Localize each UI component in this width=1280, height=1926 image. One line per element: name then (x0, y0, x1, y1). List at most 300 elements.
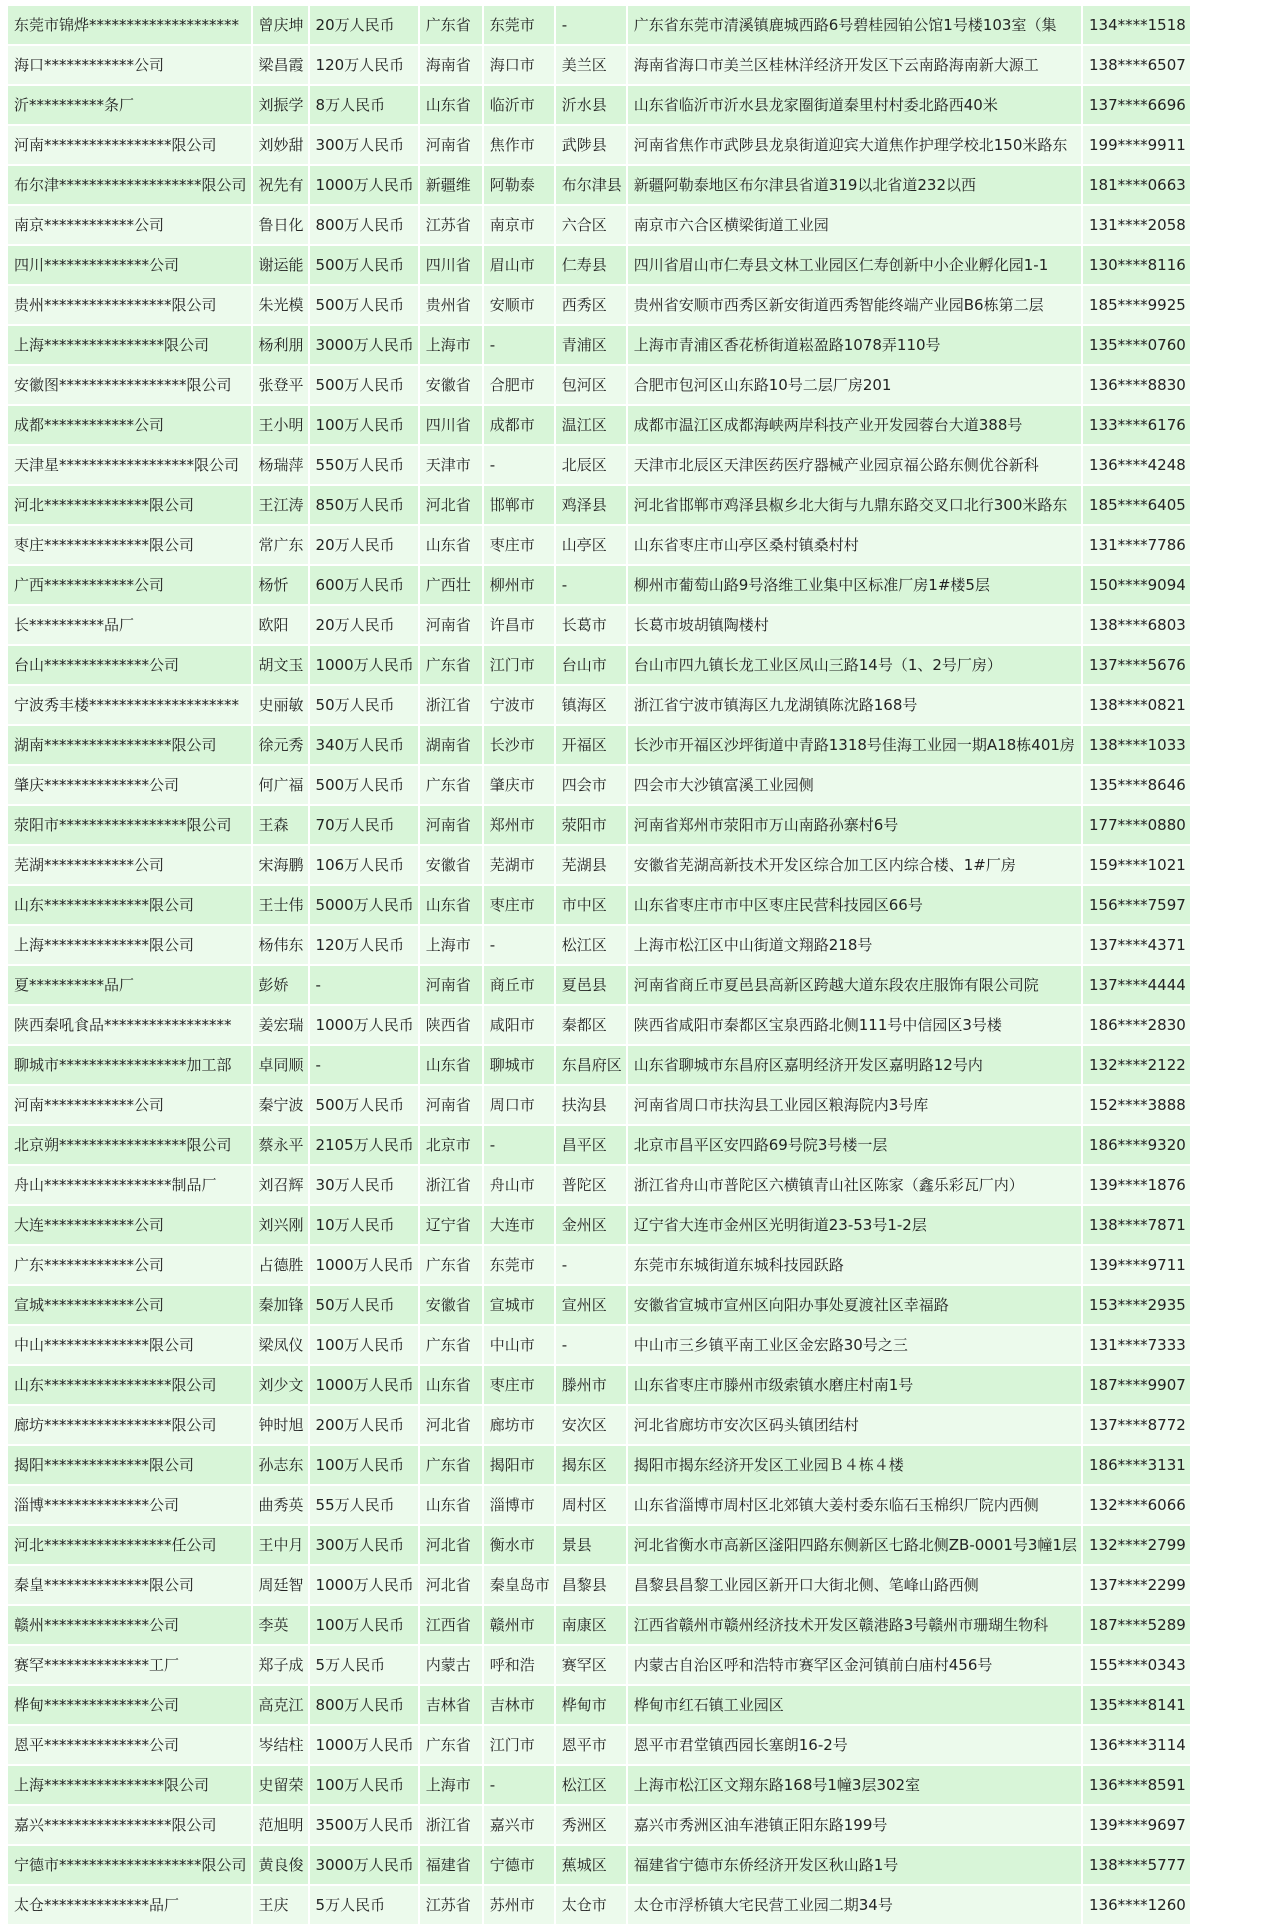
city-cell: 东莞市 (484, 6, 554, 44)
city-cell: 枣庄市 (484, 886, 554, 924)
city-cell: 周口市 (484, 1086, 554, 1124)
phone-cell: 181****0663 (1083, 166, 1190, 204)
legal-rep-cell: 钟时旭 (253, 1406, 308, 1444)
company-name-cell: 宣城************公司 (8, 1286, 251, 1324)
phone-cell: 150****9094 (1083, 566, 1190, 604)
table-row (8, 1566, 1190, 1604)
address-cell: 河北省廊坊市安次区码头镇团结村 (628, 1406, 1081, 1444)
company-name-cell: 沂**********条厂 (8, 86, 251, 124)
city-cell: 枣庄市 (484, 526, 554, 564)
company-name-cell: 河北*****************任公司 (8, 1526, 251, 1564)
table-row (8, 166, 1190, 204)
province-cell: 河南省 (420, 806, 482, 844)
table-row (8, 1126, 1190, 1164)
company-name-cell: 荥阳市*****************限公司 (8, 806, 251, 844)
district-cell: 秀洲区 (556, 1806, 626, 1844)
district-cell: 景县 (556, 1526, 626, 1564)
province-cell: 广东省 (420, 6, 482, 44)
company-name-cell: 河南*****************限公司 (8, 126, 251, 164)
legal-rep-cell: 杨瑞萍 (253, 446, 308, 484)
address-cell: 北京市昌平区安四路69号院3号楼一层 (628, 1126, 1081, 1164)
table-row (8, 86, 1190, 124)
table-row (8, 1726, 1190, 1764)
district-cell: 四会市 (556, 766, 626, 804)
table-row (8, 1846, 1190, 1884)
capital-cell: 20万人民币 (310, 526, 418, 564)
capital-cell: 100万人民币 (310, 1446, 418, 1484)
district-cell: 东昌府区 (556, 1046, 626, 1084)
city-cell: 临沂市 (484, 86, 554, 124)
address-cell: 贵州省安顺市西秀区新安街道西秀智能终端产业园B6栋第二层 (628, 286, 1081, 324)
company-name-cell: 大连************公司 (8, 1206, 251, 1244)
province-cell: 山东省 (420, 86, 482, 124)
company-name-cell: 秦皇**************限公司 (8, 1566, 251, 1604)
legal-rep-cell: 宋海鹏 (253, 846, 308, 884)
phone-cell: 135****8646 (1083, 766, 1190, 804)
district-cell: 六合区 (556, 206, 626, 244)
phone-cell: 136****4248 (1083, 446, 1190, 484)
address-cell: 河北省衡水市高新区滏阳四路东侧新区七路北侧ZB-0001号3幢1层 (628, 1526, 1081, 1564)
company-name-cell: 上海****************限公司 (8, 1766, 251, 1804)
phone-cell: 139****9711 (1083, 1246, 1190, 1284)
district-cell: 周村区 (556, 1486, 626, 1524)
capital-cell: 500万人民币 (310, 1086, 418, 1124)
address-cell: 山东省枣庄市市中区枣庄民营科技园区66号 (628, 886, 1081, 924)
capital-cell: 800万人民币 (310, 206, 418, 244)
table-row (8, 1646, 1190, 1684)
district-cell: 温江区 (556, 406, 626, 444)
company-name-cell: 枣庄**************限公司 (8, 526, 251, 564)
phone-cell: 185****9925 (1083, 286, 1190, 324)
province-cell: 广西壮 (420, 566, 482, 604)
company-name-cell: 桦甸**************公司 (8, 1686, 251, 1724)
district-cell: 沂水县 (556, 86, 626, 124)
legal-rep-cell: 刘召辉 (253, 1166, 308, 1204)
legal-rep-cell: 卓同顺 (253, 1046, 308, 1084)
address-cell: 揭阳市揭东经济开发区工业园Ｂ４栋４楼 (628, 1446, 1081, 1484)
company-name-cell: 山东**************限公司 (8, 886, 251, 924)
address-cell: 陕西省咸阳市秦都区宝泉西路北侧111号中信园区3号楼 (628, 1006, 1081, 1044)
district-cell: 市中区 (556, 886, 626, 924)
table-row (8, 1086, 1190, 1124)
city-cell: - (484, 446, 554, 484)
province-cell: 安徽省 (420, 366, 482, 404)
district-cell: 美兰区 (556, 46, 626, 84)
province-cell: 陕西省 (420, 1006, 482, 1044)
company-name-cell: 湖南*****************限公司 (8, 726, 251, 764)
district-cell: 滕州市 (556, 1366, 626, 1404)
capital-cell: 100万人民币 (310, 406, 418, 444)
city-cell: - (484, 326, 554, 364)
province-cell: 浙江省 (420, 1806, 482, 1844)
legal-rep-cell: 李英 (253, 1606, 308, 1644)
phone-cell: 137****6696 (1083, 86, 1190, 124)
phone-cell: 132****2799 (1083, 1526, 1190, 1564)
company-name-cell: 恩平**************公司 (8, 1726, 251, 1764)
phone-cell: 138****6507 (1083, 46, 1190, 84)
city-cell: 嘉兴市 (484, 1806, 554, 1844)
company-name-cell: 夏**********品厂 (8, 966, 251, 1004)
company-name-cell: 赣州**************公司 (8, 1606, 251, 1644)
phone-cell: 138****6803 (1083, 606, 1190, 644)
capital-cell: 1000万人民币 (310, 1006, 418, 1044)
table-row (8, 1526, 1190, 1564)
legal-rep-cell: 秦宁波 (253, 1086, 308, 1124)
district-cell: 秦都区 (556, 1006, 626, 1044)
province-cell: 吉林省 (420, 1686, 482, 1724)
capital-cell: 1000万人民币 (310, 1366, 418, 1404)
legal-rep-cell: 郑子成 (253, 1646, 308, 1684)
table-row (8, 1606, 1190, 1644)
table-row (8, 1446, 1190, 1484)
capital-cell: 800万人民币 (310, 1686, 418, 1724)
phone-cell: 186****2830 (1083, 1006, 1190, 1044)
phone-cell: 199****9911 (1083, 126, 1190, 164)
table-row (8, 126, 1190, 164)
city-cell: 揭阳市 (484, 1446, 554, 1484)
table-body (8, 6, 1190, 1924)
legal-rep-cell: 刘兴刚 (253, 1206, 308, 1244)
phone-cell: 137****2299 (1083, 1566, 1190, 1604)
phone-cell: 177****0880 (1083, 806, 1190, 844)
district-cell: 荥阳市 (556, 806, 626, 844)
district-cell: 松江区 (556, 926, 626, 964)
company-name-cell: 揭阳**************限公司 (8, 1446, 251, 1484)
legal-rep-cell: 史丽敏 (253, 686, 308, 724)
table-row (8, 1006, 1190, 1044)
table-row (8, 926, 1190, 964)
capital-cell: 3000万人民币 (310, 326, 418, 364)
legal-rep-cell: 胡文玉 (253, 646, 308, 684)
address-cell: 河南省焦作市武陟县龙泉街道迎宾大道焦作护理学校北150米路东 (628, 126, 1081, 164)
province-cell: 浙江省 (420, 686, 482, 724)
company-name-cell: 上海**************限公司 (8, 926, 251, 964)
company-name-cell: 北京朔*****************限公司 (8, 1126, 251, 1164)
table-row (8, 1046, 1190, 1084)
city-cell: 江门市 (484, 646, 554, 684)
address-cell: 上海市青浦区香花桥街道崧盈路1078弄110号 (628, 326, 1081, 364)
phone-cell: 134****1518 (1083, 6, 1190, 44)
phone-cell: 136****1260 (1083, 1886, 1190, 1924)
legal-rep-cell: 范旭明 (253, 1806, 308, 1844)
capital-cell: 55万人民币 (310, 1486, 418, 1524)
capital-cell: 20万人民币 (310, 6, 418, 44)
legal-rep-cell: 曾庆坤 (253, 6, 308, 44)
phone-cell: 185****6405 (1083, 486, 1190, 524)
province-cell: 四川省 (420, 406, 482, 444)
table-row (8, 1406, 1190, 1444)
capital-cell: 850万人民币 (310, 486, 418, 524)
province-cell: 湖南省 (420, 726, 482, 764)
legal-rep-cell: 秦加锋 (253, 1286, 308, 1324)
district-cell: 芜湖县 (556, 846, 626, 884)
province-cell: 北京市 (420, 1126, 482, 1164)
legal-rep-cell: 高克江 (253, 1686, 308, 1724)
company-name-cell: 芜湖************公司 (8, 846, 251, 884)
district-cell: 揭东区 (556, 1446, 626, 1484)
legal-rep-cell: 彭娇 (253, 966, 308, 1004)
company-name-cell: 海口************公司 (8, 46, 251, 84)
legal-rep-cell: 王森 (253, 806, 308, 844)
capital-cell: - (310, 1046, 418, 1084)
company-name-cell: 嘉兴*****************限公司 (8, 1806, 251, 1844)
province-cell: 河南省 (420, 966, 482, 1004)
city-cell: 宁德市 (484, 1846, 554, 1884)
table-row (8, 446, 1190, 484)
province-cell: 河南省 (420, 126, 482, 164)
district-cell: 西秀区 (556, 286, 626, 324)
table-row (8, 366, 1190, 404)
address-cell: 山东省枣庄市山亭区桑村镇桑村村 (628, 526, 1081, 564)
address-cell: 河南省商丘市夏邑县高新区跨越大道东段农庄服饰有限公司院 (628, 966, 1081, 1004)
table-row (8, 1246, 1190, 1284)
table-row (8, 1166, 1190, 1204)
capital-cell: 100万人民币 (310, 1326, 418, 1364)
province-cell: 贵州省 (420, 286, 482, 324)
legal-rep-cell: 谢运能 (253, 246, 308, 284)
company-name-cell: 肇庆**************公司 (8, 766, 251, 804)
capital-cell: 5万人民币 (310, 1646, 418, 1684)
table-row (8, 1326, 1190, 1364)
company-name-cell: 广西************公司 (8, 566, 251, 604)
district-cell: 仁寿县 (556, 246, 626, 284)
district-cell: 北辰区 (556, 446, 626, 484)
legal-rep-cell: 占德胜 (253, 1246, 308, 1284)
province-cell: 河南省 (420, 606, 482, 644)
province-cell: 山东省 (420, 886, 482, 924)
city-cell: 芜湖市 (484, 846, 554, 884)
phone-cell: 153****2935 (1083, 1286, 1190, 1324)
capital-cell: 500万人民币 (310, 246, 418, 284)
legal-rep-cell: 黄良俊 (253, 1846, 308, 1884)
company-name-cell: 陕西秦吼食品***************** (8, 1006, 251, 1044)
phone-cell: 137****4444 (1083, 966, 1190, 1004)
capital-cell: 10万人民币 (310, 1206, 418, 1244)
district-cell: 扶沟县 (556, 1086, 626, 1124)
phone-cell: 135****8141 (1083, 1686, 1190, 1724)
company-name-cell: 山东*****************限公司 (8, 1366, 251, 1404)
legal-rep-cell: 杨利朋 (253, 326, 308, 364)
city-cell: 枣庄市 (484, 1366, 554, 1404)
province-cell: 广东省 (420, 766, 482, 804)
phone-cell: 139****9697 (1083, 1806, 1190, 1844)
address-cell: 上海市松江区中山街道文翔路218号 (628, 926, 1081, 964)
legal-rep-cell: 梁昌霞 (253, 46, 308, 84)
address-cell: 东莞市东城街道东城科技园跃路 (628, 1246, 1081, 1284)
city-cell: 淄博市 (484, 1486, 554, 1524)
capital-cell: 1000万人民币 (310, 1246, 418, 1284)
company-name-cell: 东莞市锦烨******************** (8, 6, 251, 44)
address-cell: 昌黎县昌黎工业园区新开口大街北侧、笔峰山路西侧 (628, 1566, 1081, 1604)
company-name-cell: 淄博**************公司 (8, 1486, 251, 1524)
phone-cell: 159****1021 (1083, 846, 1190, 884)
table-row (8, 206, 1190, 244)
address-cell: 江西省赣州市赣州经济技术开发区赣港路3号赣州市珊瑚生物科 (628, 1606, 1081, 1644)
province-cell: 广东省 (420, 1246, 482, 1284)
city-cell: 呼和浩 (484, 1646, 554, 1684)
phone-cell: 138****5777 (1083, 1846, 1190, 1884)
legal-rep-cell: 张登平 (253, 366, 308, 404)
phone-cell: 156****7597 (1083, 886, 1190, 924)
address-cell: 上海市松江区文翔东路168号1幢3层302室 (628, 1766, 1081, 1804)
table-row (8, 886, 1190, 924)
address-cell: 天津市北辰区天津医药医疗器械产业园京福公路东侧优谷新科 (628, 446, 1081, 484)
capital-cell: 340万人民币 (310, 726, 418, 764)
province-cell: 山东省 (420, 526, 482, 564)
province-cell: 天津市 (420, 446, 482, 484)
phone-cell: 130****8116 (1083, 246, 1190, 284)
table-row (8, 646, 1190, 684)
city-cell: 大连市 (484, 1206, 554, 1244)
phone-cell: 138****1033 (1083, 726, 1190, 764)
address-cell: 长葛市坡胡镇陶楼村 (628, 606, 1081, 644)
city-cell: 衡水市 (484, 1526, 554, 1564)
city-cell: 江门市 (484, 1726, 554, 1764)
table-row (8, 1366, 1190, 1404)
district-cell: 太仓市 (556, 1886, 626, 1924)
table-row (8, 486, 1190, 524)
address-cell: 浙江省舟山市普陀区六横镇青山社区陈家（鑫乐彩瓦厂内） (628, 1166, 1081, 1204)
legal-rep-cell: 常广东 (253, 526, 308, 564)
table-row (8, 1886, 1190, 1924)
company-name-cell: 南京************公司 (8, 206, 251, 244)
phone-cell: 133****6176 (1083, 406, 1190, 444)
legal-rep-cell: 祝先有 (253, 166, 308, 204)
district-cell: 普陀区 (556, 1166, 626, 1204)
phone-cell: 138****7871 (1083, 1206, 1190, 1244)
capital-cell: 200万人民币 (310, 1406, 418, 1444)
table-row (8, 1286, 1190, 1324)
district-cell: - (556, 6, 626, 44)
capital-cell: 1000万人民币 (310, 1566, 418, 1604)
address-cell: 台山市四九镇长龙工业区凤山三路14号（1、2号厂房） (628, 646, 1081, 684)
phone-cell: 136****8830 (1083, 366, 1190, 404)
company-table (6, 4, 1192, 1926)
capital-cell: 300万人民币 (310, 1526, 418, 1564)
province-cell: 山东省 (420, 1046, 482, 1084)
company-name-cell: 太仓**************品厂 (8, 1886, 251, 1924)
city-cell: 舟山市 (484, 1166, 554, 1204)
table-row (8, 1686, 1190, 1724)
phone-cell: 187****9907 (1083, 1366, 1190, 1404)
address-cell: 海南省海口市美兰区桂林洋经济开发区下云南路海南新大源工 (628, 46, 1081, 84)
phone-cell: 186****3131 (1083, 1446, 1190, 1484)
phone-cell: 132****2122 (1083, 1046, 1190, 1084)
capital-cell: 120万人民币 (310, 926, 418, 964)
table-row (8, 766, 1190, 804)
province-cell: 江苏省 (420, 1886, 482, 1924)
phone-cell: 132****6066 (1083, 1486, 1190, 1524)
district-cell: 宣州区 (556, 1286, 626, 1324)
address-cell: 柳州市葡萄山路9号洛维工业集中区标准厂房1#楼5层 (628, 566, 1081, 604)
phone-cell: 136****3114 (1083, 1726, 1190, 1764)
phone-cell: 137****4371 (1083, 926, 1190, 964)
capital-cell: 300万人民币 (310, 126, 418, 164)
table-row (8, 686, 1190, 724)
province-cell: 广东省 (420, 1726, 482, 1764)
legal-rep-cell: 杨伟东 (253, 926, 308, 964)
legal-rep-cell: 王小明 (253, 406, 308, 444)
phone-cell: 155****0343 (1083, 1646, 1190, 1684)
capital-cell: 120万人民币 (310, 46, 418, 84)
legal-rep-cell: 刘妙甜 (253, 126, 308, 164)
province-cell: 广东省 (420, 1446, 482, 1484)
address-cell: 太仓市浮桥镇大宅民营工业园二期34号 (628, 1886, 1081, 1924)
legal-rep-cell: 何广福 (253, 766, 308, 804)
capital-cell: 70万人民币 (310, 806, 418, 844)
city-cell: 海口市 (484, 46, 554, 84)
legal-rep-cell: 王中月 (253, 1526, 308, 1564)
city-cell: 郑州市 (484, 806, 554, 844)
company-name-cell: 聊城市*****************加工部 (8, 1046, 251, 1084)
address-cell: 成都市温江区成都海峡两岸科技产业开发园蓉台大道388号 (628, 406, 1081, 444)
province-cell: 浙江省 (420, 1166, 482, 1204)
phone-cell: 187****5289 (1083, 1606, 1190, 1644)
table-row (8, 1806, 1190, 1844)
city-cell: 苏州市 (484, 1886, 554, 1924)
city-cell: 吉林市 (484, 1686, 554, 1724)
address-cell: 南京市六合区横梁街道工业园 (628, 206, 1081, 244)
district-cell: 南康区 (556, 1606, 626, 1644)
province-cell: 四川省 (420, 246, 482, 284)
district-cell: 松江区 (556, 1766, 626, 1804)
capital-cell: 3000万人民币 (310, 1846, 418, 1884)
province-cell: 新疆维 (420, 166, 482, 204)
phone-cell: 131****7333 (1083, 1326, 1190, 1364)
capital-cell: 50万人民币 (310, 1286, 418, 1324)
district-cell: 恩平市 (556, 1726, 626, 1764)
capital-cell: - (310, 966, 418, 1004)
city-cell: 宁波市 (484, 686, 554, 724)
city-cell: 宣城市 (484, 1286, 554, 1324)
district-cell: 山亭区 (556, 526, 626, 564)
province-cell: 广东省 (420, 1326, 482, 1364)
province-cell: 河北省 (420, 486, 482, 524)
company-name-cell: 成都************公司 (8, 406, 251, 444)
table-row (8, 1206, 1190, 1244)
table-row (8, 246, 1190, 284)
phone-cell: 139****1876 (1083, 1166, 1190, 1204)
table-row (8, 326, 1190, 364)
address-cell: 桦甸市红石镇工业园区 (628, 1686, 1081, 1724)
legal-rep-cell: 蔡永平 (253, 1126, 308, 1164)
table-row (8, 726, 1190, 764)
company-name-cell: 舟山*****************制品厂 (8, 1166, 251, 1204)
province-cell: 山东省 (420, 1366, 482, 1404)
legal-rep-cell: 周廷智 (253, 1566, 308, 1604)
city-cell: - (484, 926, 554, 964)
company-name-cell: 赛罕**************工厂 (8, 1646, 251, 1684)
capital-cell: 100万人民币 (310, 1606, 418, 1644)
city-cell: 眉山市 (484, 246, 554, 284)
table-row (8, 806, 1190, 844)
legal-rep-cell: 岑结柱 (253, 1726, 308, 1764)
city-cell: 合肥市 (484, 366, 554, 404)
phone-cell: 136****8591 (1083, 1766, 1190, 1804)
phone-cell: 138****0821 (1083, 686, 1190, 724)
company-name-cell: 上海****************限公司 (8, 326, 251, 364)
address-cell: 山东省淄博市周村区北郊镇大姜村委东临石玉棉织厂院内西侧 (628, 1486, 1081, 1524)
company-name-cell: 廊坊*****************限公司 (8, 1406, 251, 1444)
legal-rep-cell: 王士伟 (253, 886, 308, 924)
capital-cell: 50万人民币 (310, 686, 418, 724)
city-cell: 许昌市 (484, 606, 554, 644)
table-row (8, 526, 1190, 564)
province-cell: 内蒙古 (420, 1646, 482, 1684)
district-cell: - (556, 1326, 626, 1364)
district-cell: 赛罕区 (556, 1646, 626, 1684)
capital-cell: 1000万人民币 (310, 166, 418, 204)
